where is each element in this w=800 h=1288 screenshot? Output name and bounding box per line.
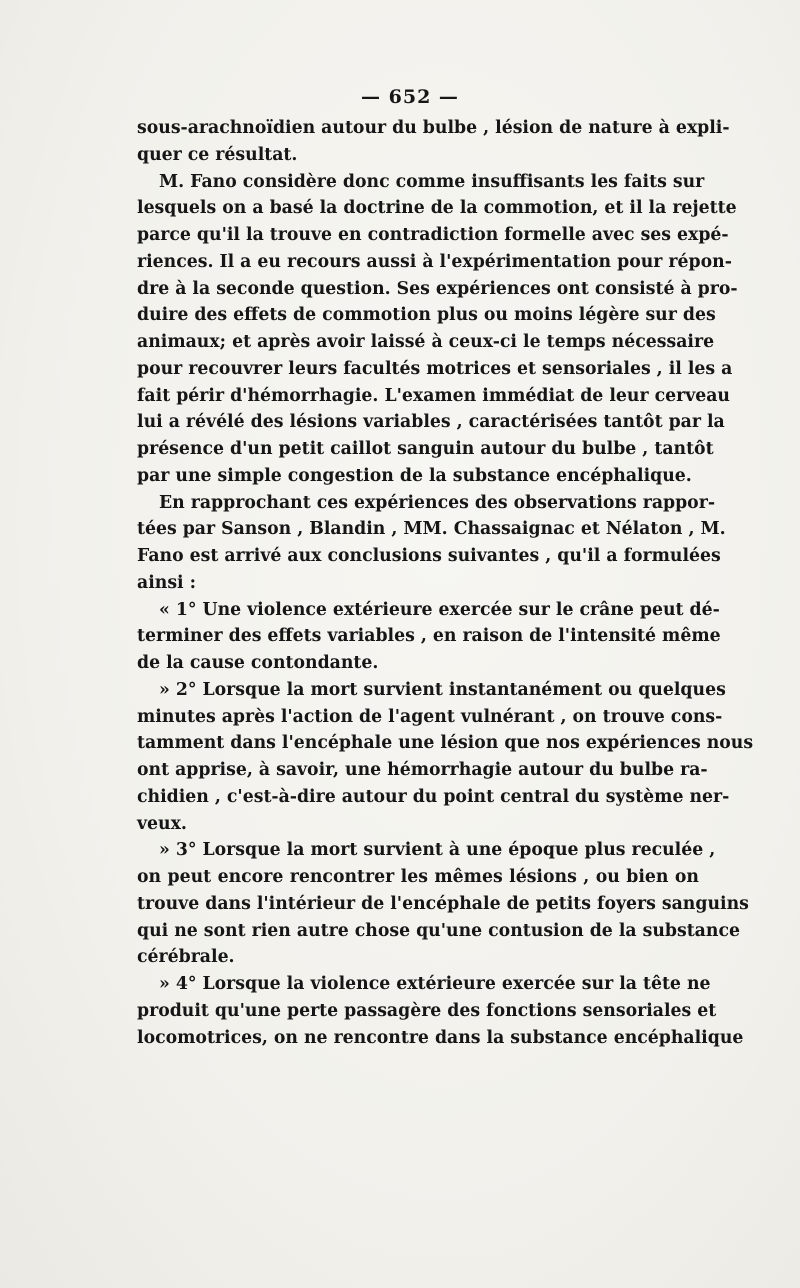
text-line: produit qu'une perte passagère des fonctions sensoriales et — [137, 1000, 717, 1021]
text-line: qui ne sont rien autre chose qu'une contusion de la substance — [137, 920, 740, 941]
body-text — [137, 115, 754, 1051]
text-line: riences. Il a eu recours aussi à l'expérimentation pour répon- — [137, 251, 732, 272]
text-line: cérébrale. — [137, 947, 235, 968]
text-line: » 2° Lorsque la mort survient instantanément ou quelques — [159, 679, 726, 700]
text-line: ainsi : — [137, 572, 197, 593]
text-line: Fano est arrivé aux conclusions suivantes , qu'il a formulées — [137, 546, 721, 566]
text-line: terminer des effets variables , en raison de l'intensité même — [137, 626, 721, 647]
text-line: tées par Sanson , Blandin , MM. Chassaignac et Nélaton , M. — [137, 519, 726, 540]
text-line: animaux; et après avoir laissé à ceux-ci le temps nécessaire — [137, 332, 715, 352]
text-line: dre à la seconde question. Ses expériences ont consisté à pro- — [137, 278, 738, 299]
text-line: « 1° Une violence extérieure exercée sur le crâne peut dé- — [159, 599, 720, 620]
text-line: ont apprise, à savoir, une hémorrhagie autour du bulbe ra- — [137, 760, 708, 780]
text-line: parce qu'il la trouve en contradiction formelle avec ses expé- — [137, 225, 729, 245]
text-line: » 4° Lorsque la violence extérieure exercée sur la tête ne — [159, 974, 711, 994]
text-line: M. Fano considère donc comme insuffisants les faits sur — [159, 171, 705, 192]
text-line: veux. — [137, 813, 187, 834]
text-line: quer ce résultat. — [137, 144, 298, 165]
text-line: » 3° Lorsque la mort survient à une époque plus reculée , — [159, 840, 716, 861]
text-line: lui a révélé des lésions variables , caractérisées tantôt par la — [137, 412, 725, 433]
text-line: trouve dans l'intérieur de l'encéphale de petits foyers sanguins — [137, 893, 749, 914]
text-line: pour recouvrer leurs facultés motrices et sensoriales , il les a — [137, 358, 733, 379]
text-line: tamment dans l'encéphale une lésion que nos expériences nous — [137, 733, 754, 754]
text-line: chidien , c'est-à-dire autour du point central du système ner- — [137, 786, 730, 807]
text-line: par une simple congestion de la substance encéphalique. — [137, 465, 692, 486]
text-line: fait périr d'hémorrhagie. L'examen immédiat de leur cerveau — [137, 385, 730, 406]
text-line: minutes après l'action de l'agent vulnérant , on trouve cons- — [137, 706, 723, 727]
text-line: on peut encore rencontrer les mêmes lésions , ou bien on — [137, 867, 699, 887]
text-line: de la cause contondante. — [137, 653, 379, 673]
text-line: présence d'un petit caillot sanguin autour du bulbe , tantôt — [137, 439, 714, 459]
page-number: — 652 — — [361, 86, 459, 108]
text-line: duire des effets de commotion plus ou moins légère sur des — [137, 305, 716, 326]
text-line: lesquels on a basé la doctrine de la commotion, et il la rejette — [137, 198, 737, 219]
text-line: locomotrices, on ne rencontre dans la substance encéphalique — [137, 1027, 744, 1048]
text-line: En rapprochant ces expériences des observations rappor- — [159, 492, 715, 513]
text-line: sous-arachnoïdien autour du bulbe , lésion de nature à expli- — [137, 118, 730, 138]
